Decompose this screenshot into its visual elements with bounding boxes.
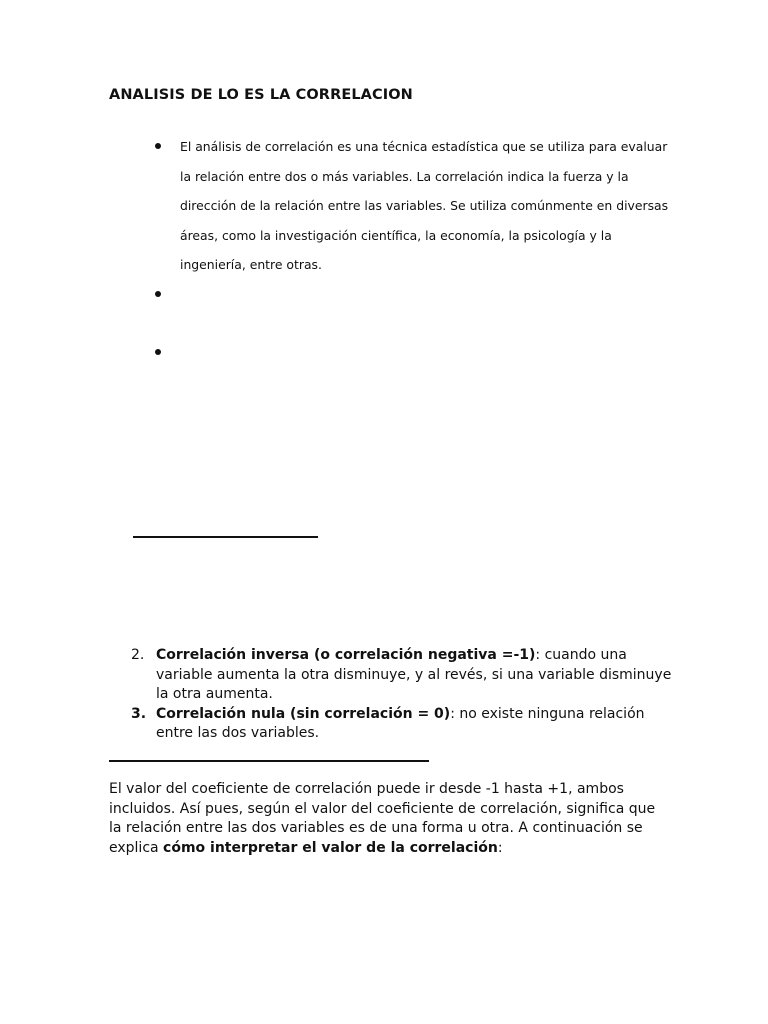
- bullet-item-empty: [180, 280, 680, 310]
- numbered-item: [131, 705, 676, 744]
- item-description: : cuando una variable aumenta la otra disminuye, y al revés, si una variable disminuye la otra aumenta.: [156, 647, 672, 702]
- item-description: : no existe ninguna relación entre las dos variables.: [156, 705, 645, 741]
- item-term: Correlación nula (sin correlación = 0): [156, 705, 451, 722]
- bullet-text: El análisis de correlación es una técnica estadística que se utiliza para evaluar la relación entre dos o más variables. La correlación indica la fuerza y la dirección de la relación entre las variables. Se utiliza comúnmente en diversas áreas, como la investigación científica, la economía, la psicología y la ingeniería, entre otras.: [180, 139, 669, 272]
- paragraph-emphasis: cómo interpretar el valor de la correlación: [163, 839, 498, 856]
- numbered-list: [131, 646, 676, 744]
- page-title: ANALISIS DE LO ES LA CORRELACION: [109, 87, 413, 103]
- paragraph-text: El valor del coeficiente de correlación puede ir desde -1 hasta +1, ambos incluidos. Así pues, según el valor del coeficiente de correlación, significa que la relación entre las dos variables es de una forma u otra. A continuación se explica: [109, 781, 656, 856]
- item-term: Correlación inversa (o correlación negativa =-1): [156, 647, 536, 663]
- bullet-dot-icon: [155, 143, 161, 149]
- horizontal-rule: [109, 760, 429, 762]
- paragraph-tail: :: [497, 839, 503, 856]
- body-paragraph: [109, 780, 669, 858]
- bullet-item: [180, 132, 680, 280]
- numbered-item: [131, 646, 676, 705]
- bullet-list: [180, 132, 680, 368]
- bullet-dot-icon: [155, 291, 161, 297]
- item-number: 2.: [131, 647, 145, 663]
- bullet-item-empty: [180, 338, 680, 368]
- bullet-dot-icon: [155, 349, 161, 355]
- horizontal-rule: [133, 536, 318, 538]
- item-number: 3.: [131, 705, 147, 722]
